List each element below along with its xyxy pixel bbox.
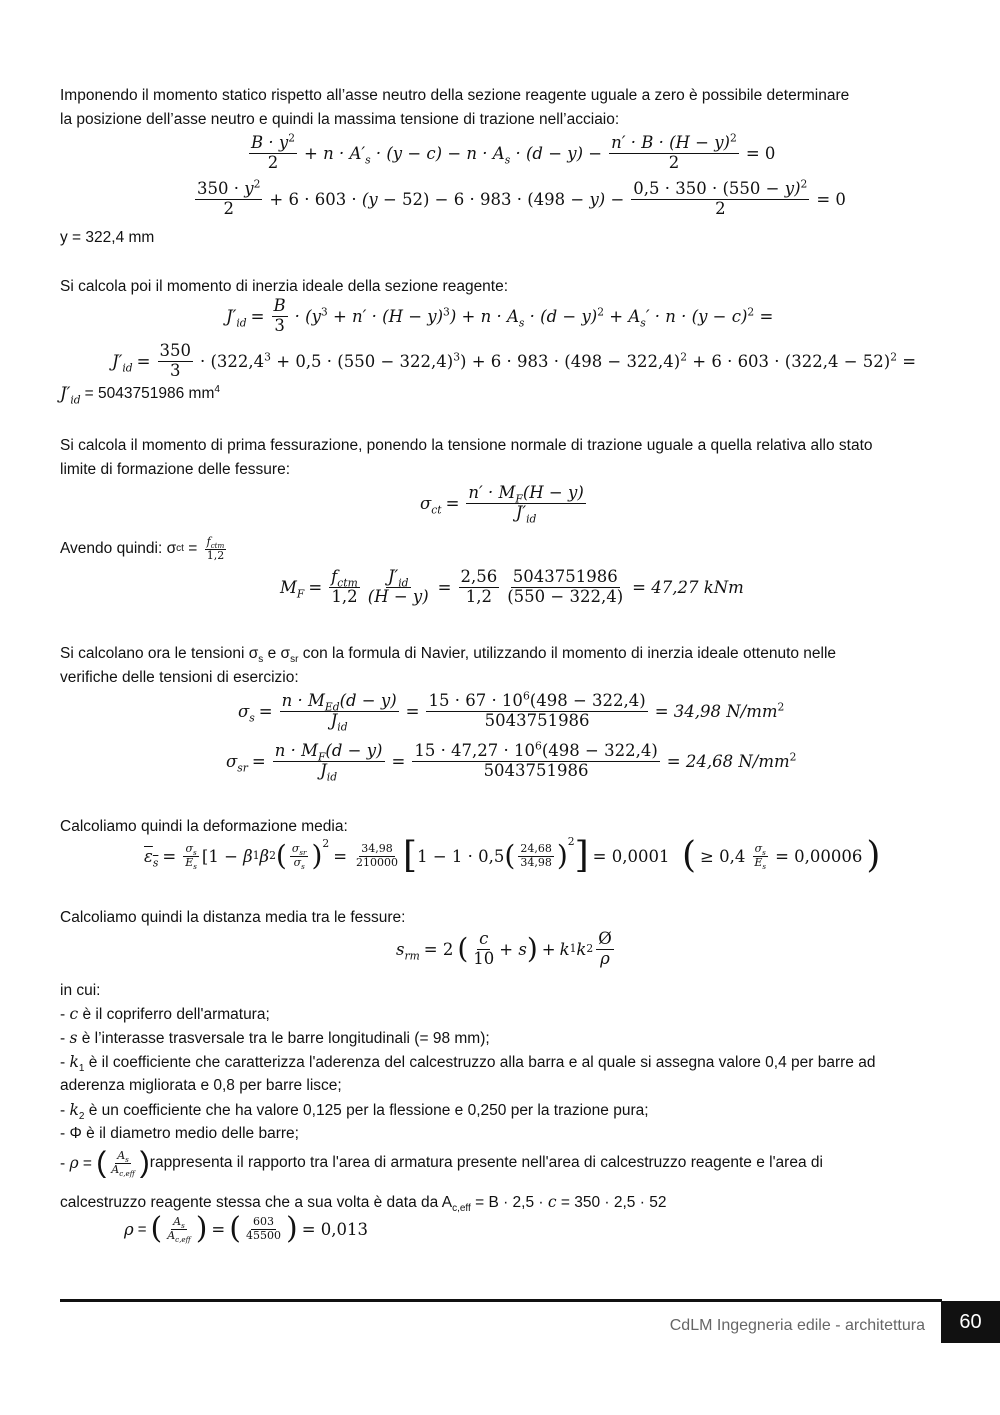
list-item: - c è il copriferro dell'armatura;	[60, 1005, 270, 1023]
equation-inertia-numeric: $J'_{id}$ = $\frac{350}{3}$ · $(322,4^3 + 0,5 \cdot (550 - 322,4)^3) + 6 \cdot 983 \cdot (498 - 322,4)^2 + 6 \cdot 603 \cdot (322,4 - 52)^2$ =	[112, 341, 917, 380]
equation-inertia: $J'_{id}$ = $\frac{B}{3}$ · $(y^3 + n' \cdot (H - y)^3) + n \cdot A_s \cdot (d - y)^2 + A_s' \cdot n \cdot (y - c)^2$ =	[226, 296, 774, 335]
avendo-text: Avendo quindi: σ ct = $\frac{f_{ctm}}{1,2}$	[60, 535, 225, 562]
list-item: - $k_1$ è il coefficiente che caratterizza l'aderenza del calcestruzzo alla barra e al quale si assegna valore 0,4 per barre ad	[60, 1053, 876, 1075]
paragraph-text: Si calcola il momento di prima fessurazione, ponendo la tensione normale di trazione uguale a quella relativa allo stato	[60, 437, 873, 454]
equation-mf: $M_F$ = $\frac{f_{ctm}}{1,2}$ $\frac{J'_{id}}{(H - y)}$ = $\frac{2,56}{1,2}$ $\frac{5043751986}{(550 - 322,4)}$ = 47,27 kNm	[280, 567, 744, 606]
list-item: calcestruzzo reagente stessa che a sua volta è data da $A_{c,eff} = B \cdot 2,5 \cdot c = 350 \cdot 2,5 \cdot 52$	[60, 1193, 667, 1215]
equation-strain-check: ( ≥ 0,4 $\frac{\sigma_s}{E_s}$ = 0,00006 )	[682, 835, 881, 876]
paragraph-text: Calcoliamo quindi la distanza media tra le fessure:	[60, 909, 406, 926]
page-number: 60	[941, 1301, 1000, 1343]
y-result: y = 322,4 mm	[60, 229, 155, 246]
paragraph-text: Si calcola poi il momento di inerzia ideale della sezione reagente:	[60, 278, 509, 295]
paragraph-text: la posizione dell’asse neutro e quindi la massima tensione di trazione nell’acciaio:	[60, 111, 620, 128]
list-item: - ρ = ( $\frac{A_s}{A_{c,eff}}$ ) rappresenta il rapporto tra l'area di armatura presente nell'area di calcestruzzo reagente e l'area di	[60, 1146, 823, 1179]
list-item: - $k_2$ è un coefficiente che ha valore 0,125 per la flessione e 0,250 per la trazione pura;	[60, 1101, 649, 1123]
footer-rule	[60, 1299, 942, 1302]
equation-inertia-result: $J'_{id}$ = 5043751986 $mm^4$	[60, 383, 220, 407]
in-cui-text: in cui:	[60, 982, 101, 999]
paragraph-text: Imponendo il momento statico rispetto all’asse neutro della sezione reagente uguale a zero è possibile determinare	[60, 87, 850, 104]
list-item: aderenza migliorata e 0,8 per barre lisce;	[60, 1077, 342, 1094]
paragraph-text: Calcoliamo quindi la deformazione media:	[60, 818, 348, 835]
equation-sigma-ct: $\sigma_{ct}$ = $\frac{n' \cdot M_F(H - y)}{J'_{id}}$	[420, 483, 584, 526]
paragraph-text: Si calcolano ora le tensioni $\sigma_s$ e $\sigma_{sr}$ con la formula di Navier, utilizzando il momento di inerzia ideale ottenuto nelle	[60, 645, 837, 666]
equation-rho: ρ = ( $\frac{A_s}{A_{c,eff}}$ ) = ( $\frac{603}{45500}$ ) = 0,013	[124, 1211, 368, 1246]
equation-srm: $s_{rm}$ = 2 ( $\frac{c}{10}$ + s ) + k 1 k 2 $\frac{Ø}{\rho}$	[396, 929, 612, 968]
paragraph-text: limite di formazione delle fessure:	[60, 461, 291, 478]
list-item: - s è l’interasse trasversale tra le barre longitudinali (= 98 mm);	[60, 1029, 490, 1047]
equation-static-moment: $\frac{B \cdot y^2}{2}$ + $n \cdot A'_s \cdot (y - c) - n \cdot A_s \cdot (d - y)$ − $\frac{n' \cdot B \cdot (H - y)^2}{2}$ = 0	[251, 131, 776, 172]
equation-sigma-sr: $\sigma_{sr}$ = $\frac{n \cdot M_F(d - y)}{J_{id}}$ = $\frac{15 \cdot 47,27 \cdot 10^6(498 - 322,4)}{5043751986}$ = 24,68 $N/mm^2$	[226, 739, 797, 784]
equation-static-moment-numeric: $\frac{350 \cdot y^2}{2}$ + 6 · 603 · (y − 52) − 6 · 983 · (498 − y) − $\frac{0,5 \cdot 350 \cdot (550 - y)^2}{2}$ = 0	[197, 177, 846, 218]
equation-mean-strain: $\varepsilon_s$ = $\frac{\sigma_s}{E_s}$ [1 − β 1 β 2 ( $\frac{\sigma_{sr}}{\sigma_s}$ ) 2 = $\frac{34,98}{210000}$ [ 1 − 1 · 0,5 ( $\frac{24,68}{34,98}$ ) 2 ] = 0,0001	[144, 835, 670, 876]
list-item: - Φ è il diametro medio delle barre;	[60, 1125, 299, 1142]
equation-sigma-s: $\sigma_s$ = $\frac{n \cdot M_{Ed}(d - y)}{J_{id}}$ = $\frac{15 \cdot 67 \cdot 10^6(498 - 322,4)}{5043751986}$ = 34,98 $N/mm^2$	[238, 689, 785, 734]
paragraph-text: verifiche delle tensioni di esercizio:	[60, 669, 299, 686]
footer-course: CdLM Ingegneria edile - architettura	[669, 1317, 925, 1334]
